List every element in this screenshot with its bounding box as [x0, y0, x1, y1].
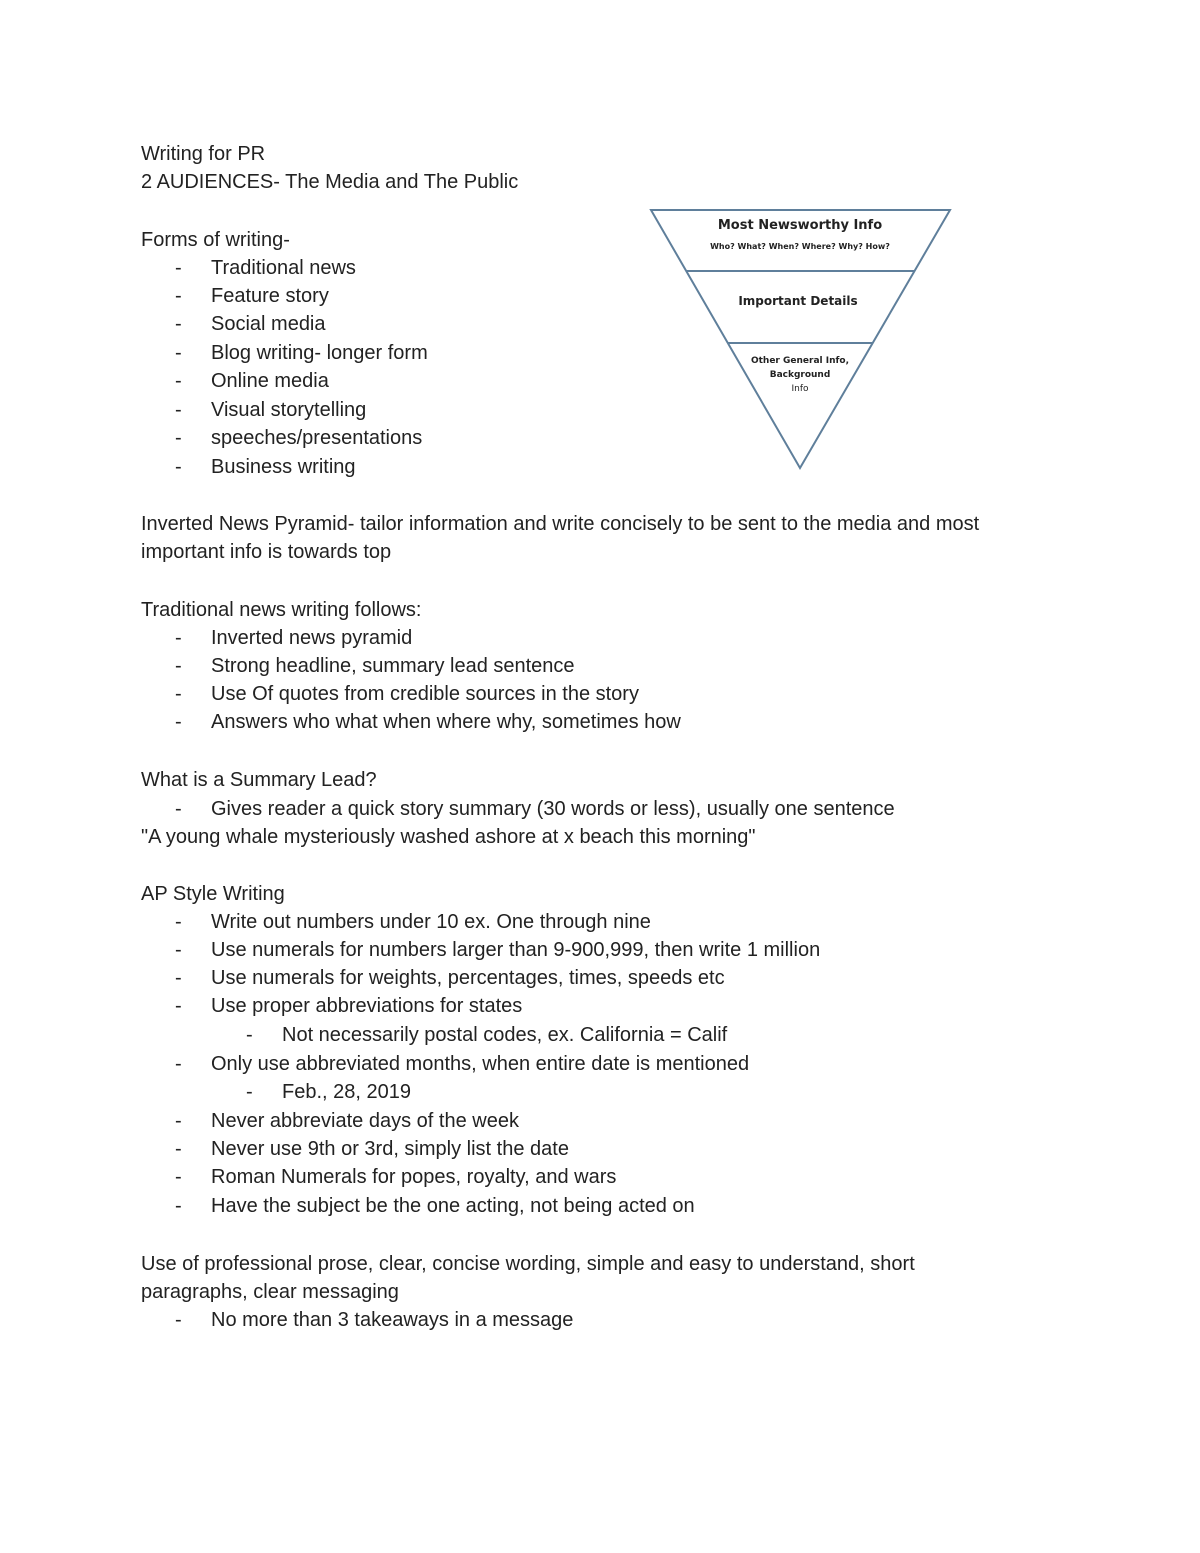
list-item-text: Write out numbers under 10 ex. One through nine	[211, 911, 651, 933]
list-item	[175, 708, 681, 736]
pyramid-bottom-line-3: Info	[791, 384, 809, 394]
list-item-text: Blog writing- longer form	[211, 342, 428, 364]
list-item	[175, 795, 895, 823]
list-item-text: Gives reader a quick story summary (30 words or less), usually one sentence	[211, 798, 895, 820]
prose-line-2: paragraphs, clear messaging	[141, 1281, 399, 1303]
list-item	[175, 254, 356, 282]
bullet-dash: -	[175, 342, 182, 364]
list-item-text: Roman Numerals for popes, royalty, and wars	[211, 1166, 617, 1188]
list-item	[175, 1050, 749, 1078]
list-item-text: Feb., 28, 2019	[282, 1081, 411, 1103]
pyramid-top-title: Most Newsworthy Info	[717, 218, 883, 233]
list-item-text: Feature story	[211, 285, 329, 307]
list-item	[175, 310, 326, 338]
bullet-dash: -	[175, 655, 182, 677]
list-item-text: Use numerals for numbers larger than 9-900,999, then write 1 million	[211, 939, 821, 961]
prose-line-1: Use of professional prose, clear, concise wording, simple and easy to understand, short	[141, 1253, 915, 1275]
pyramid-bottom-line-1: Other General Info,	[750, 356, 850, 366]
list-item-text: Traditional news	[211, 257, 356, 279]
list-item	[175, 1163, 616, 1191]
ap-heading: AP Style Writing	[141, 883, 285, 905]
list-item	[175, 992, 522, 1020]
bullet-dash: -	[175, 1138, 182, 1160]
bullet-dash: -	[175, 1053, 182, 1075]
list-item	[175, 936, 820, 964]
list-item-text: Answers who what when where why, sometimes how	[211, 711, 681, 733]
bullet-dash: -	[175, 798, 182, 820]
list-item-text: Use numerals for weights, percentages, times, speeds etc	[211, 967, 725, 989]
doc-title: Writing for PR	[141, 143, 266, 165]
traditional-heading: Traditional news writing follows:	[141, 599, 422, 621]
bullet-dash: -	[175, 456, 182, 478]
bullet-dash: -	[175, 1309, 182, 1331]
pyramid-middle-label: Important Details	[738, 294, 858, 308]
list-item	[175, 964, 725, 992]
pyramid-bottom-line-2: Background	[769, 370, 831, 380]
summary-heading: What is a Summary Lead?	[141, 769, 377, 791]
list-item-text: Use Of quotes from credible sources in the story	[211, 683, 639, 705]
list-item-text: Visual storytelling	[211, 399, 367, 421]
list-item-text: Not necessarily postal codes, ex. California = Calif	[282, 1024, 728, 1046]
sub-list-item	[246, 1021, 727, 1049]
list-item-text: Only use abbreviated months, when entire date is mentioned	[211, 1053, 750, 1075]
list-item	[175, 282, 329, 310]
list-item-text: Social media	[211, 313, 326, 335]
pyramid-top-subtitle: Who? What? When? Where? Why? How?	[710, 242, 890, 251]
list-item	[175, 680, 639, 708]
bullet-dash: -	[175, 967, 182, 989]
bullet-dash: -	[246, 1081, 253, 1103]
sub-list-item	[246, 1078, 411, 1106]
list-item	[175, 652, 575, 680]
list-item-text: Inverted news pyramid	[211, 627, 413, 649]
bullet-dash: -	[246, 1024, 253, 1046]
bullet-dash: -	[175, 399, 182, 421]
inverted-pyramid-diagram	[648, 205, 954, 473]
list-item-text: Never use 9th or 3rd, simply list the date	[211, 1138, 569, 1160]
bullet-dash: -	[175, 911, 182, 933]
bullet-dash: -	[175, 1110, 182, 1132]
pyramid-paragraph-line-2: important info is towards top	[141, 541, 392, 563]
list-item	[175, 453, 356, 481]
list-item	[175, 1306, 573, 1334]
bullet-dash: -	[175, 285, 182, 307]
list-item	[175, 367, 329, 395]
summary-quote: "A young whale mysteriously washed ashore at x beach this morning"	[141, 826, 756, 848]
list-item	[175, 624, 412, 652]
bullet-dash: -	[175, 627, 182, 649]
list-item	[175, 339, 428, 367]
list-item	[175, 1192, 695, 1220]
list-item-text: Never abbreviate days of the week	[211, 1110, 519, 1132]
list-item	[175, 1135, 569, 1163]
list-item-text: Business writing	[211, 456, 356, 478]
bullet-dash: -	[175, 1166, 182, 1188]
audiences-line: 2 AUDIENCES- The Media and The Public	[141, 171, 519, 193]
list-item-text: Online media	[211, 370, 329, 392]
list-item-text: Have the subject be the one acting, not being acted on	[211, 1195, 695, 1217]
bullet-dash: -	[175, 939, 182, 961]
bullet-dash: -	[175, 370, 182, 392]
list-item-text: No more than 3 takeaways in a message	[211, 1309, 574, 1331]
list-item-text: speeches/presentations	[211, 427, 423, 449]
pyramid-paragraph-line-1: Inverted News Pyramid- tailor information and write concisely to be sent to the media and most	[141, 513, 980, 535]
bullet-dash: -	[175, 313, 182, 335]
list-item	[175, 908, 651, 936]
bullet-dash: -	[175, 711, 182, 733]
list-item	[175, 424, 422, 452]
forms-heading: Forms of writing-	[141, 229, 290, 251]
list-item	[175, 1107, 519, 1135]
bullet-dash: -	[175, 995, 182, 1017]
bullet-dash: -	[175, 257, 182, 279]
bullet-dash: -	[175, 1195, 182, 1217]
bullet-dash: -	[175, 683, 182, 705]
list-item-text: Strong headline, summary lead sentence	[211, 655, 575, 677]
bullet-dash: -	[175, 427, 182, 449]
list-item-text: Use proper abbreviations for states	[211, 995, 523, 1017]
list-item	[175, 396, 366, 424]
